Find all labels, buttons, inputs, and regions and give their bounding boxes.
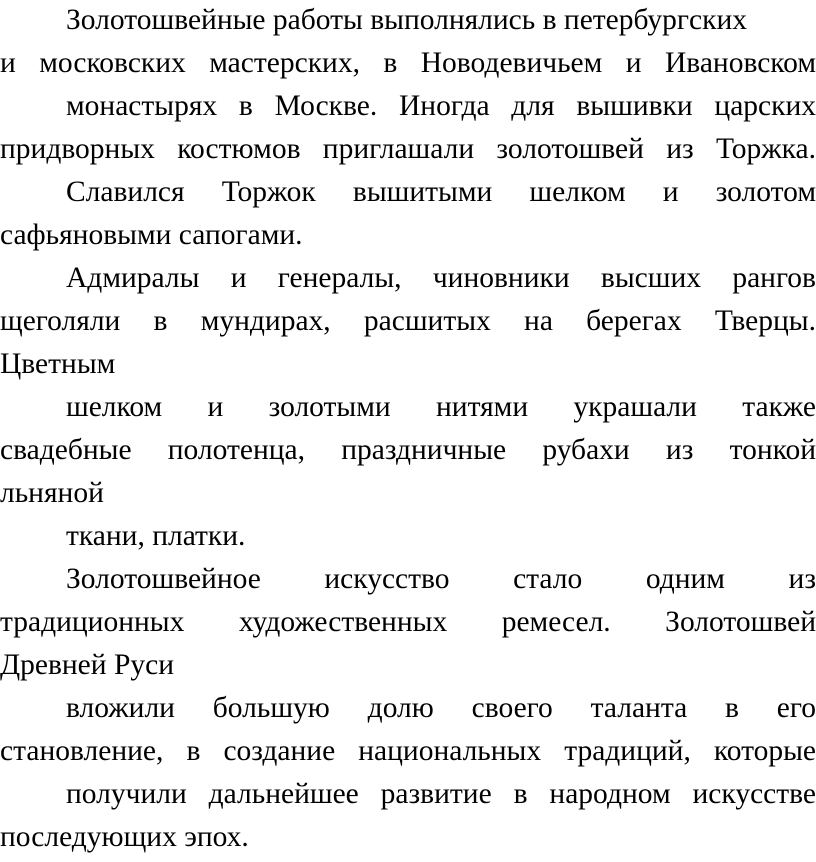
text-line: ткани, платки. — [66, 520, 246, 552]
text-line: традиционных художественных ремесел. Золотошвей — [0, 606, 816, 638]
text-line: получили дальнейшее развитие в народном искусстве — [66, 778, 816, 810]
text-line: Адмиралы и генералы, чиновники высших рангов — [66, 262, 816, 294]
text-line: свадебные полотенца, праздничные рубахи из тонкой — [0, 434, 816, 466]
text-line: последующих эпох. — [0, 821, 249, 853]
text-line: щеголяли в мундирах, расшитых на берегах Тверцы. — [0, 305, 816, 337]
text-line: Славился Торжок вышитыми шелком и золотом — [66, 176, 816, 208]
text-line: Цветным — [0, 348, 116, 380]
text-line: Золотошвейное искусство стало одним из — [66, 563, 816, 595]
text-line: Древней Руси — [0, 649, 174, 681]
text-line: придворных костюмов приглашали золотошвей из Торжка. — [0, 133, 816, 165]
text-line: и московских мастерских, в Новодевичьем и Ивановском — [0, 47, 816, 79]
text-line: Золотошвейные работы выполнялись в петербургских — [66, 4, 747, 36]
text-line: шелком и золотыми нитями украшали также — [66, 391, 816, 423]
text-line: монастырях в Москве. Иногда для вышивки царских — [66, 90, 816, 122]
text-line: вложили большую долю своего таланта в его — [66, 692, 816, 724]
text-line: сафьяновыми сапогами. — [0, 219, 303, 251]
text-line: льняной — [0, 477, 104, 509]
text-line: становление, в создание национальных традиций, которые — [0, 735, 816, 767]
